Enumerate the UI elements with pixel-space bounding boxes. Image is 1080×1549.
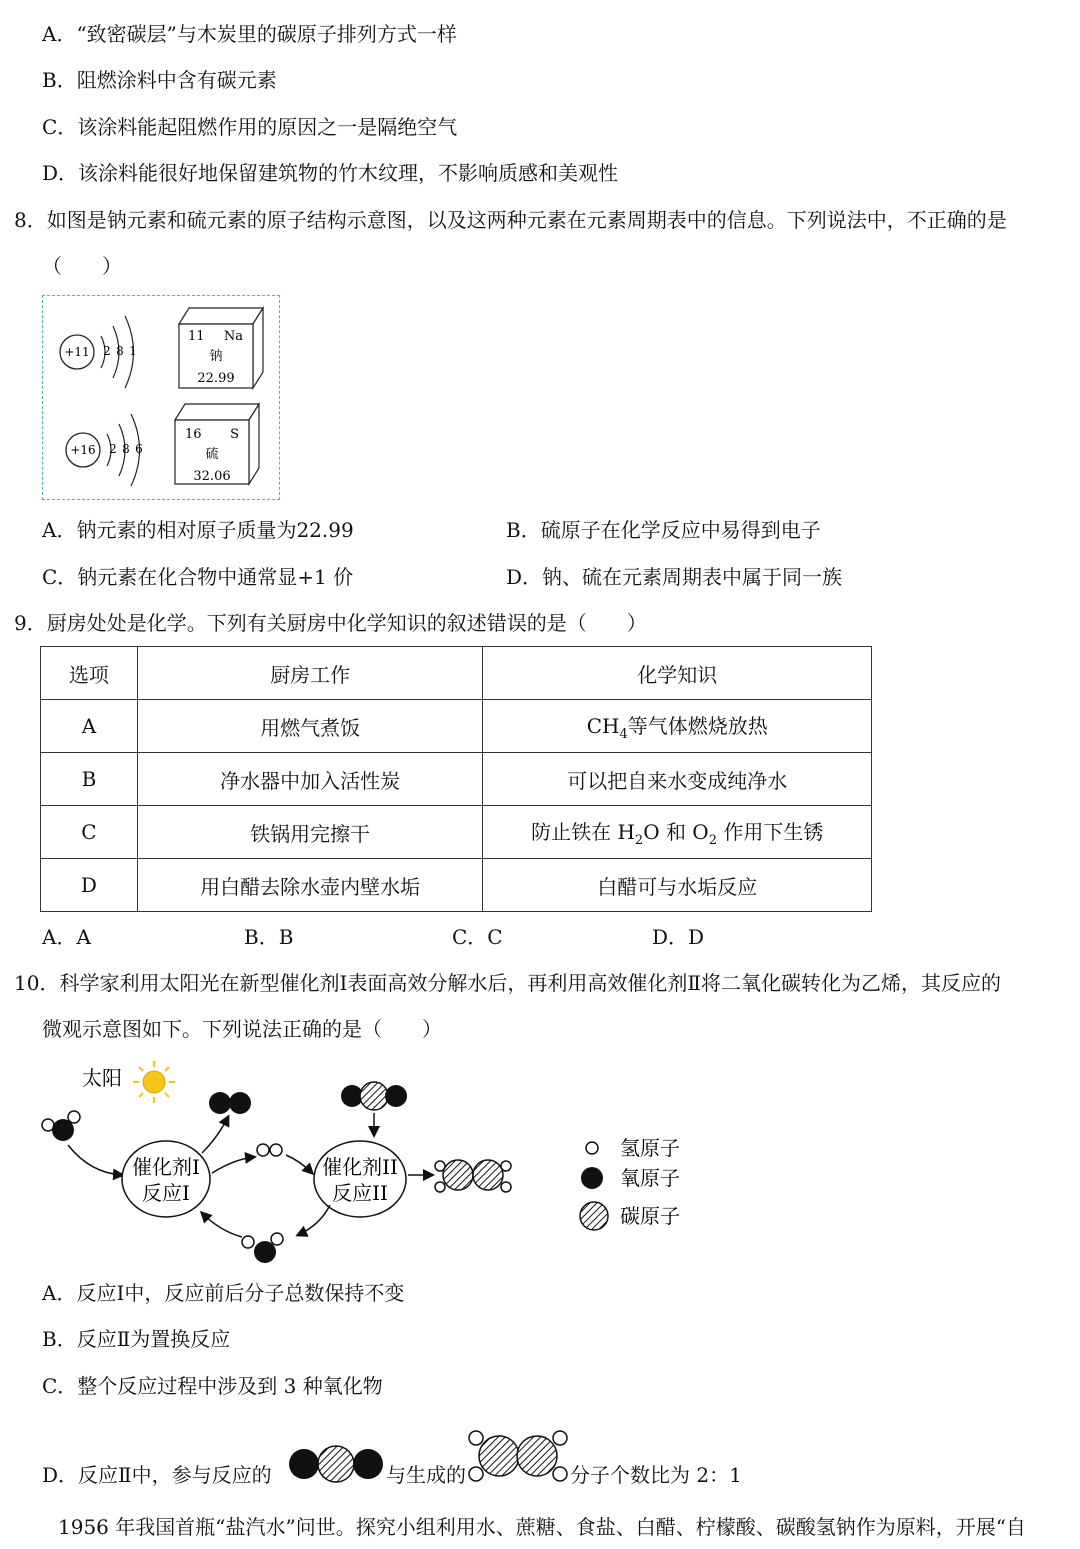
arrow-cat2-to-water — [298, 1205, 330, 1235]
na-mass: 22.99 — [197, 371, 235, 386]
q7-option-a: A．“致密碳层”与木炭里的碳原子排列方式一样 — [42, 22, 457, 46]
na-name: 钠 — [209, 349, 223, 364]
s-shell-e3: 6 — [135, 442, 143, 456]
table-row — [41, 859, 872, 912]
hydrogen-atom-icon — [586, 1142, 598, 1154]
table-cell-knowledge: 可以把自来水变成纯净水 — [483, 753, 872, 806]
q9-stem: 9．厨房处处是化学。下列有关厨房中化学知识的叙述错误的是（ ） — [14, 611, 647, 635]
table-row — [41, 806, 872, 859]
q10-stem-line1: 10．科学家利用太阳光在新型催化剂Ⅰ表面高效分解水后，再利用高效催化剂Ⅱ将二氧化碳转化为乙烯，其反应的 — [14, 971, 1001, 995]
legend-oxygen: 氧原子 — [620, 1166, 680, 1190]
sun-icon — [133, 1061, 175, 1103]
arrow-water-to-cat1 — [68, 1145, 122, 1175]
q10-option-d-prefix: D．反应Ⅱ中，参与反应的 — [42, 1463, 272, 1487]
q7-option-c: C．该涂料能起阻燃作用的原因之一是隔绝空气 — [42, 115, 458, 139]
atom-structure-figure — [43, 296, 281, 501]
table-header-cell: 厨房工作 — [137, 647, 483, 700]
table-cell-option: B — [41, 753, 138, 806]
arrow-hydrogen-to-cat2 — [286, 1155, 312, 1173]
arrow-cat1-to-oxygen — [202, 1117, 228, 1153]
table-cell-knowledge: $CH_4$等气体燃烧放热 — [483, 700, 872, 753]
s-mass: 32.06 — [193, 469, 231, 484]
table-header-cell: 化学知识 — [483, 647, 872, 700]
oxygen-molecule — [209, 1092, 251, 1114]
catalyst-1-circle — [122, 1141, 210, 1217]
s-atomic-number: 16 — [185, 427, 202, 442]
q9-table — [40, 646, 872, 912]
hydrogen-molecule — [257, 1144, 282, 1156]
carbon-atom-icon — [580, 1202, 608, 1230]
table-cell-knowledge: 防止铁在 $H_2O$ 和 $O_2$ 作用下生锈 — [483, 806, 872, 859]
reaction-diagram — [30, 1055, 710, 1275]
legend-carbon: 碳原子 — [620, 1204, 680, 1228]
q9-answer-a: A．A — [42, 925, 91, 949]
water-molecule-input — [42, 1111, 80, 1141]
q8-option-d: D．钠、硫在元素周期表中属于同一族 — [506, 565, 843, 589]
table-cell-work: 铁锅用完擦干 — [137, 806, 483, 859]
oxygen-atom-icon — [581, 1167, 603, 1189]
s-symbol: S — [230, 427, 239, 442]
q8-option-b: B．硫原子在化学反应中易得到电子 — [506, 518, 821, 542]
na-symbol: Na — [223, 329, 243, 344]
q9-answer-b: B．B — [244, 925, 294, 949]
s-element-card — [175, 404, 259, 484]
arrow-cat1-to-hydrogen — [212, 1157, 254, 1173]
q10-option-c: C．整个反应过程中涉及到 3 种氧化物 — [42, 1374, 383, 1398]
table-cell-option: A — [41, 700, 138, 753]
q7-option-d: D．该涂料能很好地保留建筑物的竹木纹理，不影响质感和美观性 — [42, 161, 619, 185]
table-cell-option: C — [41, 806, 138, 859]
table-cell-work: 用白醋去除水壶内壁水垢 — [137, 859, 483, 912]
q11-intro: 1956 年我国首瓶“盐汽水”问世。探究小组利用水、蔗糖、食盐、白醋、柠檬酸、碳酸氢钠作为原料，开展“自 — [58, 1515, 1026, 1539]
q10-option-d-suffix: 分子个数比为 2：1 — [570, 1463, 742, 1487]
carbon-dioxide-molecule — [341, 1082, 407, 1110]
na-element-card — [179, 308, 263, 388]
na-shell-e2: 8 — [116, 344, 124, 358]
catalyst-1-label: 催化剂I — [132, 1155, 200, 1179]
q7-option-b: B．阻燃涂料中含有碳元素 — [42, 68, 277, 92]
na-shell-e3: 1 — [129, 344, 137, 358]
na-shell-e1: 2 — [103, 344, 111, 358]
table-cell-knowledge: 白醋可与水垢反应 — [483, 859, 872, 912]
table-row — [41, 700, 872, 753]
reaction-2-label: 反应II — [332, 1181, 388, 1205]
q10-stem-line2: 微观示意图如下。下列说法正确的是（ ） — [42, 1017, 442, 1041]
q10-option-d-middle: 与生成的 — [386, 1463, 466, 1487]
table-header-cell: 选项 — [41, 647, 138, 700]
table-cell-work: 用燃气煮饭 — [137, 700, 483, 753]
q10-option-b: B．反应Ⅱ为置换反应 — [42, 1327, 231, 1351]
table-cell-option: D — [41, 859, 138, 912]
q8-option-a: A．钠元素的相对原子质量为22.99 — [42, 518, 354, 542]
water-molecule-output — [242, 1233, 283, 1263]
s-nucleus-charge: +16 — [70, 443, 96, 457]
na-atomic-number: 11 — [188, 329, 205, 344]
legend-hydrogen: 氢原子 — [620, 1136, 680, 1160]
q8-answer-blank: （ ） — [42, 254, 122, 278]
reaction-1-label: 反应I — [142, 1181, 190, 1205]
ethylene-inline-molecule-icon — [466, 1426, 570, 1488]
table-cell-work: 净水器中加入活性炭 — [137, 753, 483, 806]
q8-stem: 8．如图是钠元素和硫元素的原子结构示意图，以及这两种元素在元素周期表中的信息。下列说法中，不正确的是 — [14, 208, 1007, 232]
table-row — [41, 753, 872, 806]
table-header-row — [41, 647, 872, 700]
q9-answer-d: D．D — [652, 925, 705, 949]
co2-inline-molecule-icon — [286, 1440, 386, 1490]
q9-answer-c: C．C — [452, 925, 503, 949]
s-shell-e1: 2 — [109, 442, 117, 456]
q8-option-c: C．钠元素在化合物中通常显+1 价 — [42, 565, 354, 589]
ethylene-molecule — [435, 1160, 511, 1192]
sun-label: 太阳 — [82, 1066, 122, 1090]
na-nucleus-charge: +11 — [64, 345, 90, 359]
s-shell-e2: 8 — [122, 442, 130, 456]
s-name: 硫 — [205, 447, 219, 462]
catalyst-2-circle — [314, 1141, 406, 1217]
catalyst-2-label: 催化剂II — [322, 1155, 398, 1179]
q8-figure-box — [42, 295, 280, 500]
arrow-water-to-cat1-return — [202, 1213, 242, 1237]
diagram-legend — [580, 1136, 680, 1230]
q10-option-a: A．反应Ⅰ中，反应前后分子总数保持不变 — [42, 1281, 405, 1305]
